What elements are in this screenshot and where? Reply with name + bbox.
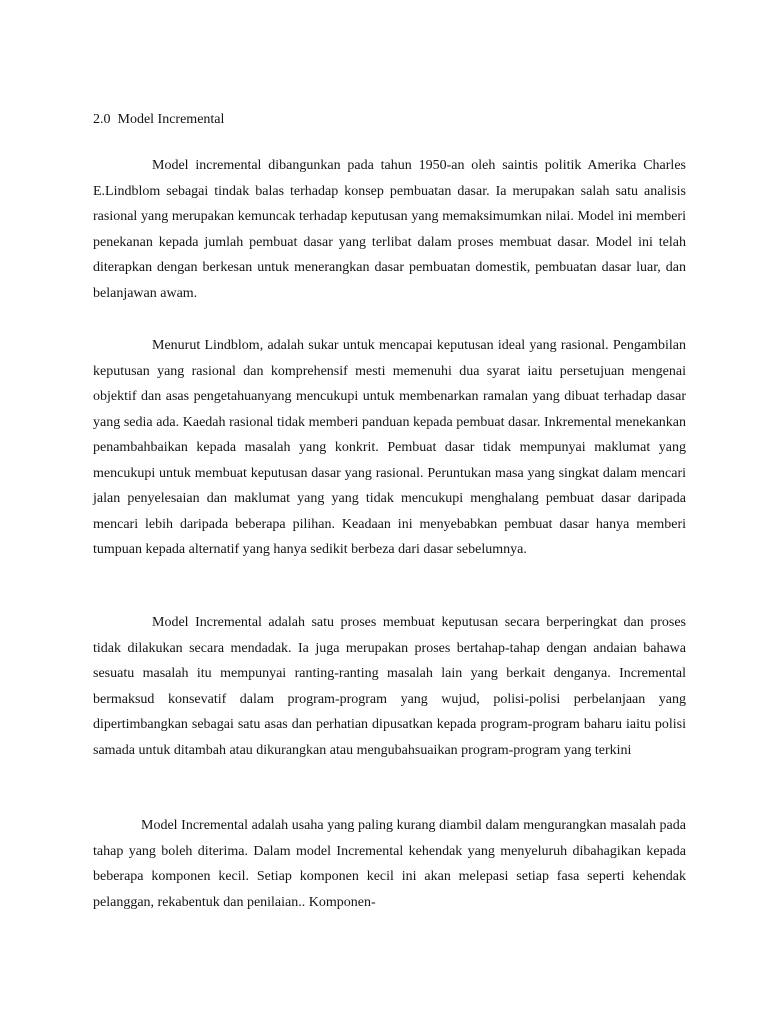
paragraph-3: Model Incremental adalah satu proses membuat keputusan secara berperingkat dan proses tidak dilakukan secara mendadak. Ia juga merupakan proses bertahap-tahap dengan andaian bahawa sesuatu masalah itu mempunyai ranting-ranting masalah lain yang berkait denganya. Incremental bermaksud konsevatif dalam program-program yang wujud, polisi-polisi perbelanjaan yang dipertimbangkan sebagai satu asas dan perhatian dipusatkan kepada program-program baharu iaitu polisi samada untuk ditambah atau dikurangkan atau mengubahsuaikan program-program yang terkini — [93, 615, 686, 758]
section-heading: 2.0 Model Incremental — [93, 112, 225, 127]
paragraph-1: Model incremental dibangunkan pada tahun 1950-an oleh saintis politik Amerika Charles E.Lindblom sebagai tindak balas terhadap konsep pembuatan dasar. Ia merupakan salah satu analisis rasional yang merupakan kemuncak terhadap keputusan yang memaksimumkan nilai. Model ini memberi penekanan kepada jumlah pembuat dasar yang terlibat dalam proses membuat dasar. Model ini telah diterapkan dengan berkesan untuk menerangkan dasar pembuatan domestik, pembuatan dasar luar, dan belanjawan awam. — [93, 158, 686, 301]
paragraph-2: Menurut Lindblom, adalah sukar untuk mencapai keputusan ideal yang rasional. Pengambilan keputusan yang rasional dan komprehensif mesti memenuhi dua syarat iaitu persetujuan mengenai objektif dan asas pengetahuanyang mencukupi untuk membenarkan ramalan yang dibuat terhadap dasar yang sedia ada. Kaedah rasional tidak memberi panduan kepada pembuat dasar. Inkremental menekankan penambahbaikan kepada masalah yang konkrit. Pembuat dasar tidak mempunyai maklumat yang mencukupi untuk membuat keputusan dasar yang rasional. Peruntukan masa yang singkat dalam mencari jalan penyelesaian dan maklumat yang yang tidak mencukupi menghalang pembuat dasar daripada mencari lebih daripada beberapa pilihan. Keadaan ini menyebabkan pembuat dasar hanya memberi tumpuan kepada alternatif yang hanya sedikit berbeza dari dasar sebelumnya. — [93, 338, 686, 557]
paragraph-4: Model Incremental adalah usaha yang paling kurang diambil dalam mengurangkan masalah pada tahap yang boleh diterima. Dalam model Incremental kehendak yang menyeluruh dibahagikan kepada beberapa komponen kecil. Setiap komponen kecil ini akan melepasi setiap fasa seperti kehendak pelanggan, rekabentuk dan penilaian.. Komponen- — [93, 818, 686, 910]
